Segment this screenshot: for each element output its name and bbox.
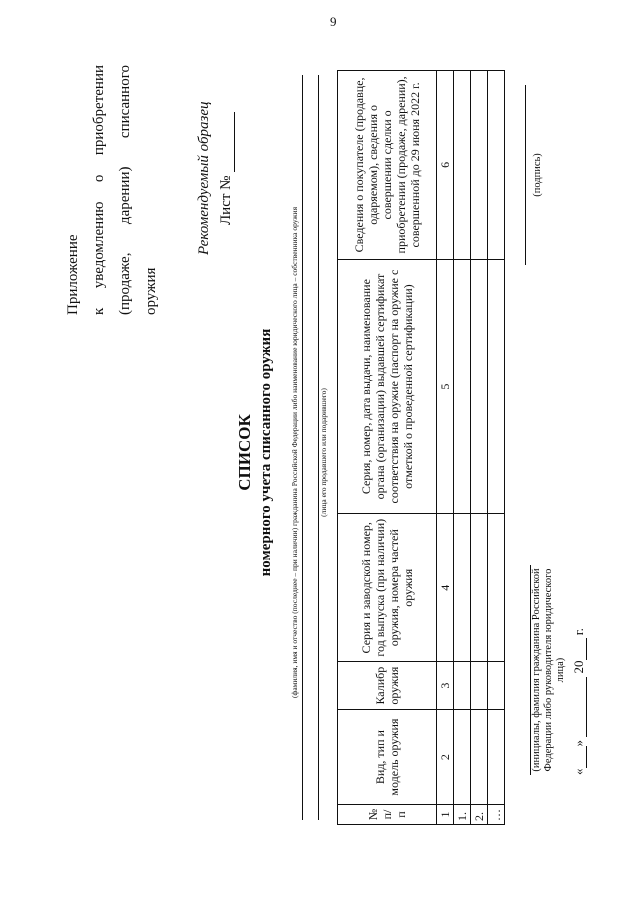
name-caption: (инициалы, фамилия гражданина Российской Федерации либо руководителя юридического лица) <box>531 568 566 772</box>
document-subtitle: номерного учета списанного оружия <box>258 328 274 577</box>
owner-caption: (фамилия, имя и отчество (последнее – при наличии) гражданина Российской Федерации либо наименование юридического лица – собственника оружия <box>290 206 299 699</box>
year-field[interactable] <box>573 639 587 661</box>
header-caliber: Калибр оружия <box>338 662 437 710</box>
table-cell[interactable] <box>488 259 505 514</box>
header-weapon-type: Вид, тип и модель оружия <box>338 710 437 805</box>
table-cell[interactable] <box>471 259 488 514</box>
column-numbers-row <box>437 71 454 825</box>
day-field[interactable] <box>573 747 587 769</box>
row-number: 2. <box>471 805 488 825</box>
column-number: 3 <box>437 662 454 710</box>
seller-field[interactable] <box>310 75 319 820</box>
table-row <box>488 71 505 825</box>
column-number: 4 <box>437 514 454 662</box>
table-cell[interactable] <box>488 71 505 260</box>
table-header-row <box>338 71 437 825</box>
column-number: 6 <box>437 71 454 260</box>
table-cell[interactable] <box>471 71 488 260</box>
table-cell[interactable] <box>488 662 505 710</box>
appendix-word: (продаже, <box>117 252 133 315</box>
header-serial: Серия и заводской номер, год выпуска (при наличии) оружия, номера частей оружия <box>338 514 437 662</box>
model-label: Рекомендуемый образец <box>196 101 212 255</box>
appendix-line-3 <box>112 65 138 315</box>
header-number: № п/п <box>338 805 437 825</box>
appendix-word: о <box>91 174 107 183</box>
year-suffix: г. <box>571 628 586 636</box>
sheet-number-field[interactable] <box>220 112 235 172</box>
appendix-word: дарении) <box>117 166 133 225</box>
sheet-number-label: Лист № <box>218 175 234 225</box>
appendix-word: списанного <box>117 65 133 139</box>
table-cell[interactable] <box>471 662 488 710</box>
column-number: 1 <box>437 805 454 825</box>
appendix-word: уведомлению <box>91 201 107 289</box>
table-cell[interactable] <box>454 259 471 514</box>
appendix-line-1: Приложение <box>65 234 81 315</box>
date-open-quote: « <box>571 768 586 775</box>
date-field[interactable] <box>571 525 587 775</box>
appendix-word: к <box>91 307 107 315</box>
table-cell[interactable] <box>488 514 505 662</box>
table-cell[interactable] <box>454 662 471 710</box>
header-buyer: Сведения о покупателе (продавце, одаряемом), сведения о совершении сделки о приобретении (продаже, дарении), совершенной до 29 июня 2022 г. <box>338 71 437 260</box>
table-cell[interactable] <box>471 710 488 805</box>
date-close-quote: » <box>571 740 586 747</box>
document-title: СПИСОК <box>235 414 254 491</box>
table-cell[interactable] <box>454 710 471 805</box>
weapons-table <box>337 70 505 825</box>
signature-line[interactable] <box>525 85 526 265</box>
table-cell[interactable] <box>488 710 505 805</box>
table-cell[interactable] <box>471 514 488 662</box>
row-number: 1. <box>454 805 471 825</box>
signature-block <box>525 85 543 265</box>
table-cell[interactable] <box>454 514 471 662</box>
month-field[interactable] <box>573 677 587 737</box>
year-prefix: 20 <box>571 660 586 674</box>
column-number: 2 <box>437 710 454 805</box>
signature-caption: (подпись) <box>532 153 543 197</box>
column-number: 5 <box>437 259 454 514</box>
seller-caption: (лица его продавшего или подарившего) <box>319 388 328 517</box>
appendix-word: приобретении <box>91 65 107 156</box>
page-number: 9 <box>330 14 337 29</box>
table-cell[interactable] <box>454 71 471 260</box>
appendix-block <box>60 65 164 315</box>
row-number: … <box>488 805 505 825</box>
appendix-line-4: оружия <box>143 267 159 315</box>
sheet-number <box>218 112 235 225</box>
table-row <box>454 71 471 825</box>
appendix-line-2 <box>86 65 112 315</box>
table-row <box>471 71 488 825</box>
header-certificate: Серия, номер, дата выдачи, наименование органа (организации) выдавшей сертификат соответствия на оружие (паспорт на оружие с отметкой о проведенной сертификации) <box>338 259 437 514</box>
signature-name-block <box>530 525 587 775</box>
